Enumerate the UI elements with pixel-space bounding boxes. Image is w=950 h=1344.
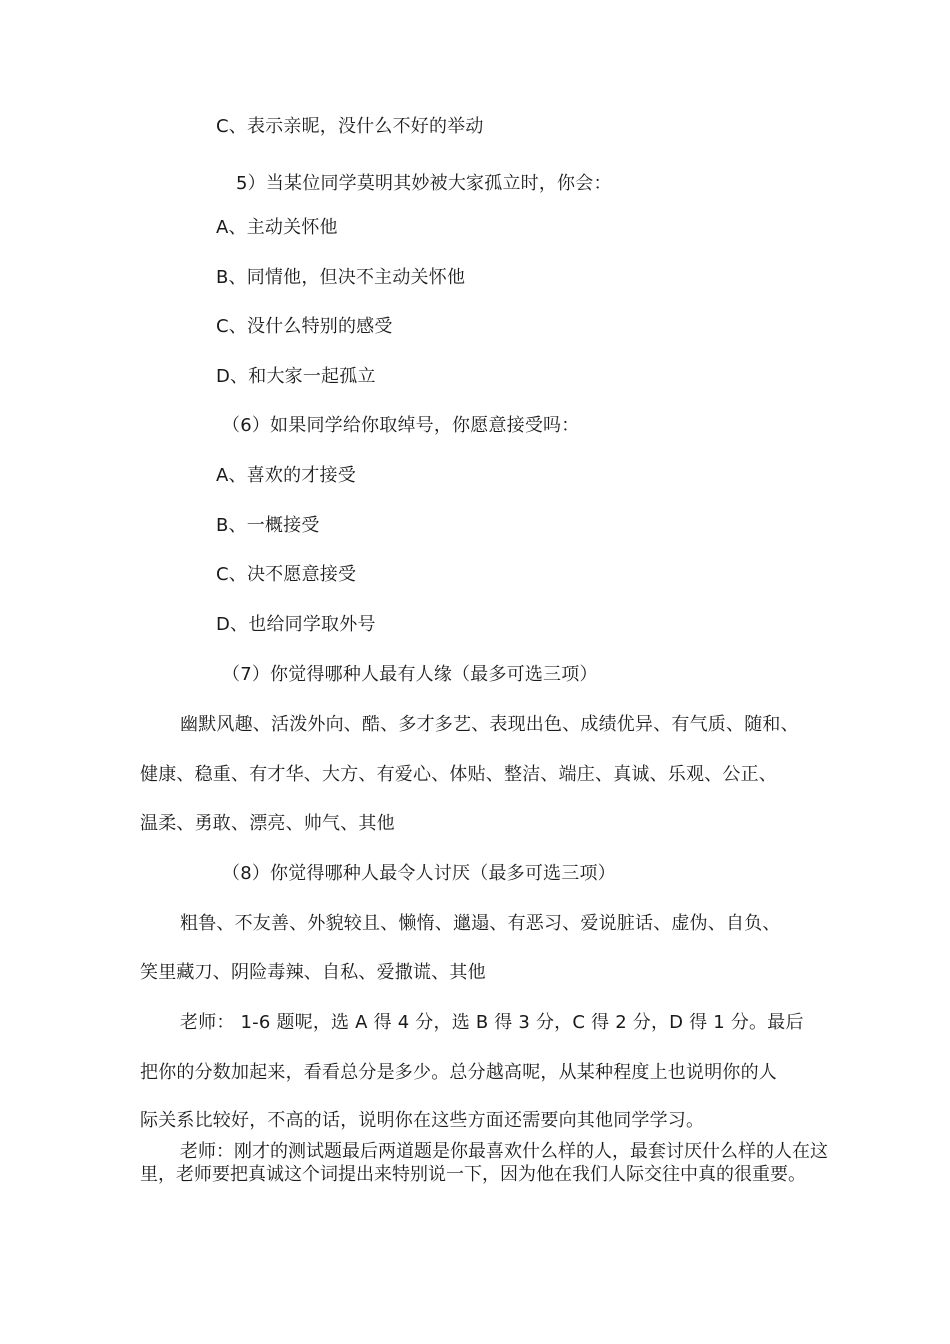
q6-option-b: B、一概接受 [216, 515, 320, 536]
teacher-scoring-line-2: 把你的分数加起来，看看总分是多少。总分越高呢，从某种程度上也说明你的人 [140, 1062, 777, 1083]
q7-line-3: 温柔、勇敢、漂亮、帅气、其他 [140, 813, 395, 834]
teacher-closing-rest: 人在这里，老师要把真诚这个词提出来特别说一下，因为他在我们人际交往中真的很重要。 [140, 1141, 828, 1185]
q7-line-2: 健康、稳重、有才华、大方、有爱心、体贴、整洁、端庄、真诚、乐观、公正、 [140, 764, 777, 785]
q7-line-1: 幽默风趣、活泼外向、酷、多才多艺、表现出色、成绩优异、有气质、随和、 [180, 714, 799, 735]
q8-line-2: 笑里藏刀、阴险毒辣、自私、爱撒谎、其他 [140, 962, 486, 983]
q5-option-c: C、没什么特别的感受 [216, 316, 393, 337]
q4-option-c: C、表示亲昵，没什么不好的举动 [216, 116, 484, 137]
q6-option-c: C、决不愿意接受 [216, 564, 357, 585]
teacher-scoring-line-3: 际关系比较好，不高的话，说明你在这些方面还需要向其他同学学习。 [140, 1110, 705, 1131]
q5-question: 5）当某位同学莫明其妙被大家孤立时，你会： [236, 173, 612, 194]
teacher-scoring-line-1: 老师： 1-6 题呢，选 A 得 4 分，选 B 得 3 分，C 得 2 分，D 得 1 分。最后 [180, 1012, 804, 1033]
q5-option-d: D、和大家一起孤立 [216, 366, 376, 387]
q8-line-1: 粗鲁、不友善、外貌较且、懒惰、邋遢、有恶习、爱说脏话、虚伪、自负、 [180, 913, 781, 934]
q7-question: （7）你觉得哪种人最有人缘（最多可选三项） [222, 664, 598, 685]
q8-question: （8）你觉得哪种人最令人讨厌（最多可选三项） [222, 863, 616, 884]
teacher-closing-paragraph [140, 1140, 830, 1186]
q6-option-d: D、也给同学取外号 [216, 614, 376, 635]
teacher-closing-first-line: 老师：刚才的测试题最后两道题是你最喜欢什么样的人，最套讨厌什么样的 [180, 1141, 774, 1162]
q5-option-a: A、主动关怀他 [216, 217, 338, 238]
q5-option-b: B、同情他，但决不主动关怀他 [216, 267, 466, 288]
q6-option-a: A、喜欢的才接受 [216, 465, 356, 486]
q6-question: （6）如果同学给你取绰号，你愿意接受吗： [222, 415, 580, 436]
